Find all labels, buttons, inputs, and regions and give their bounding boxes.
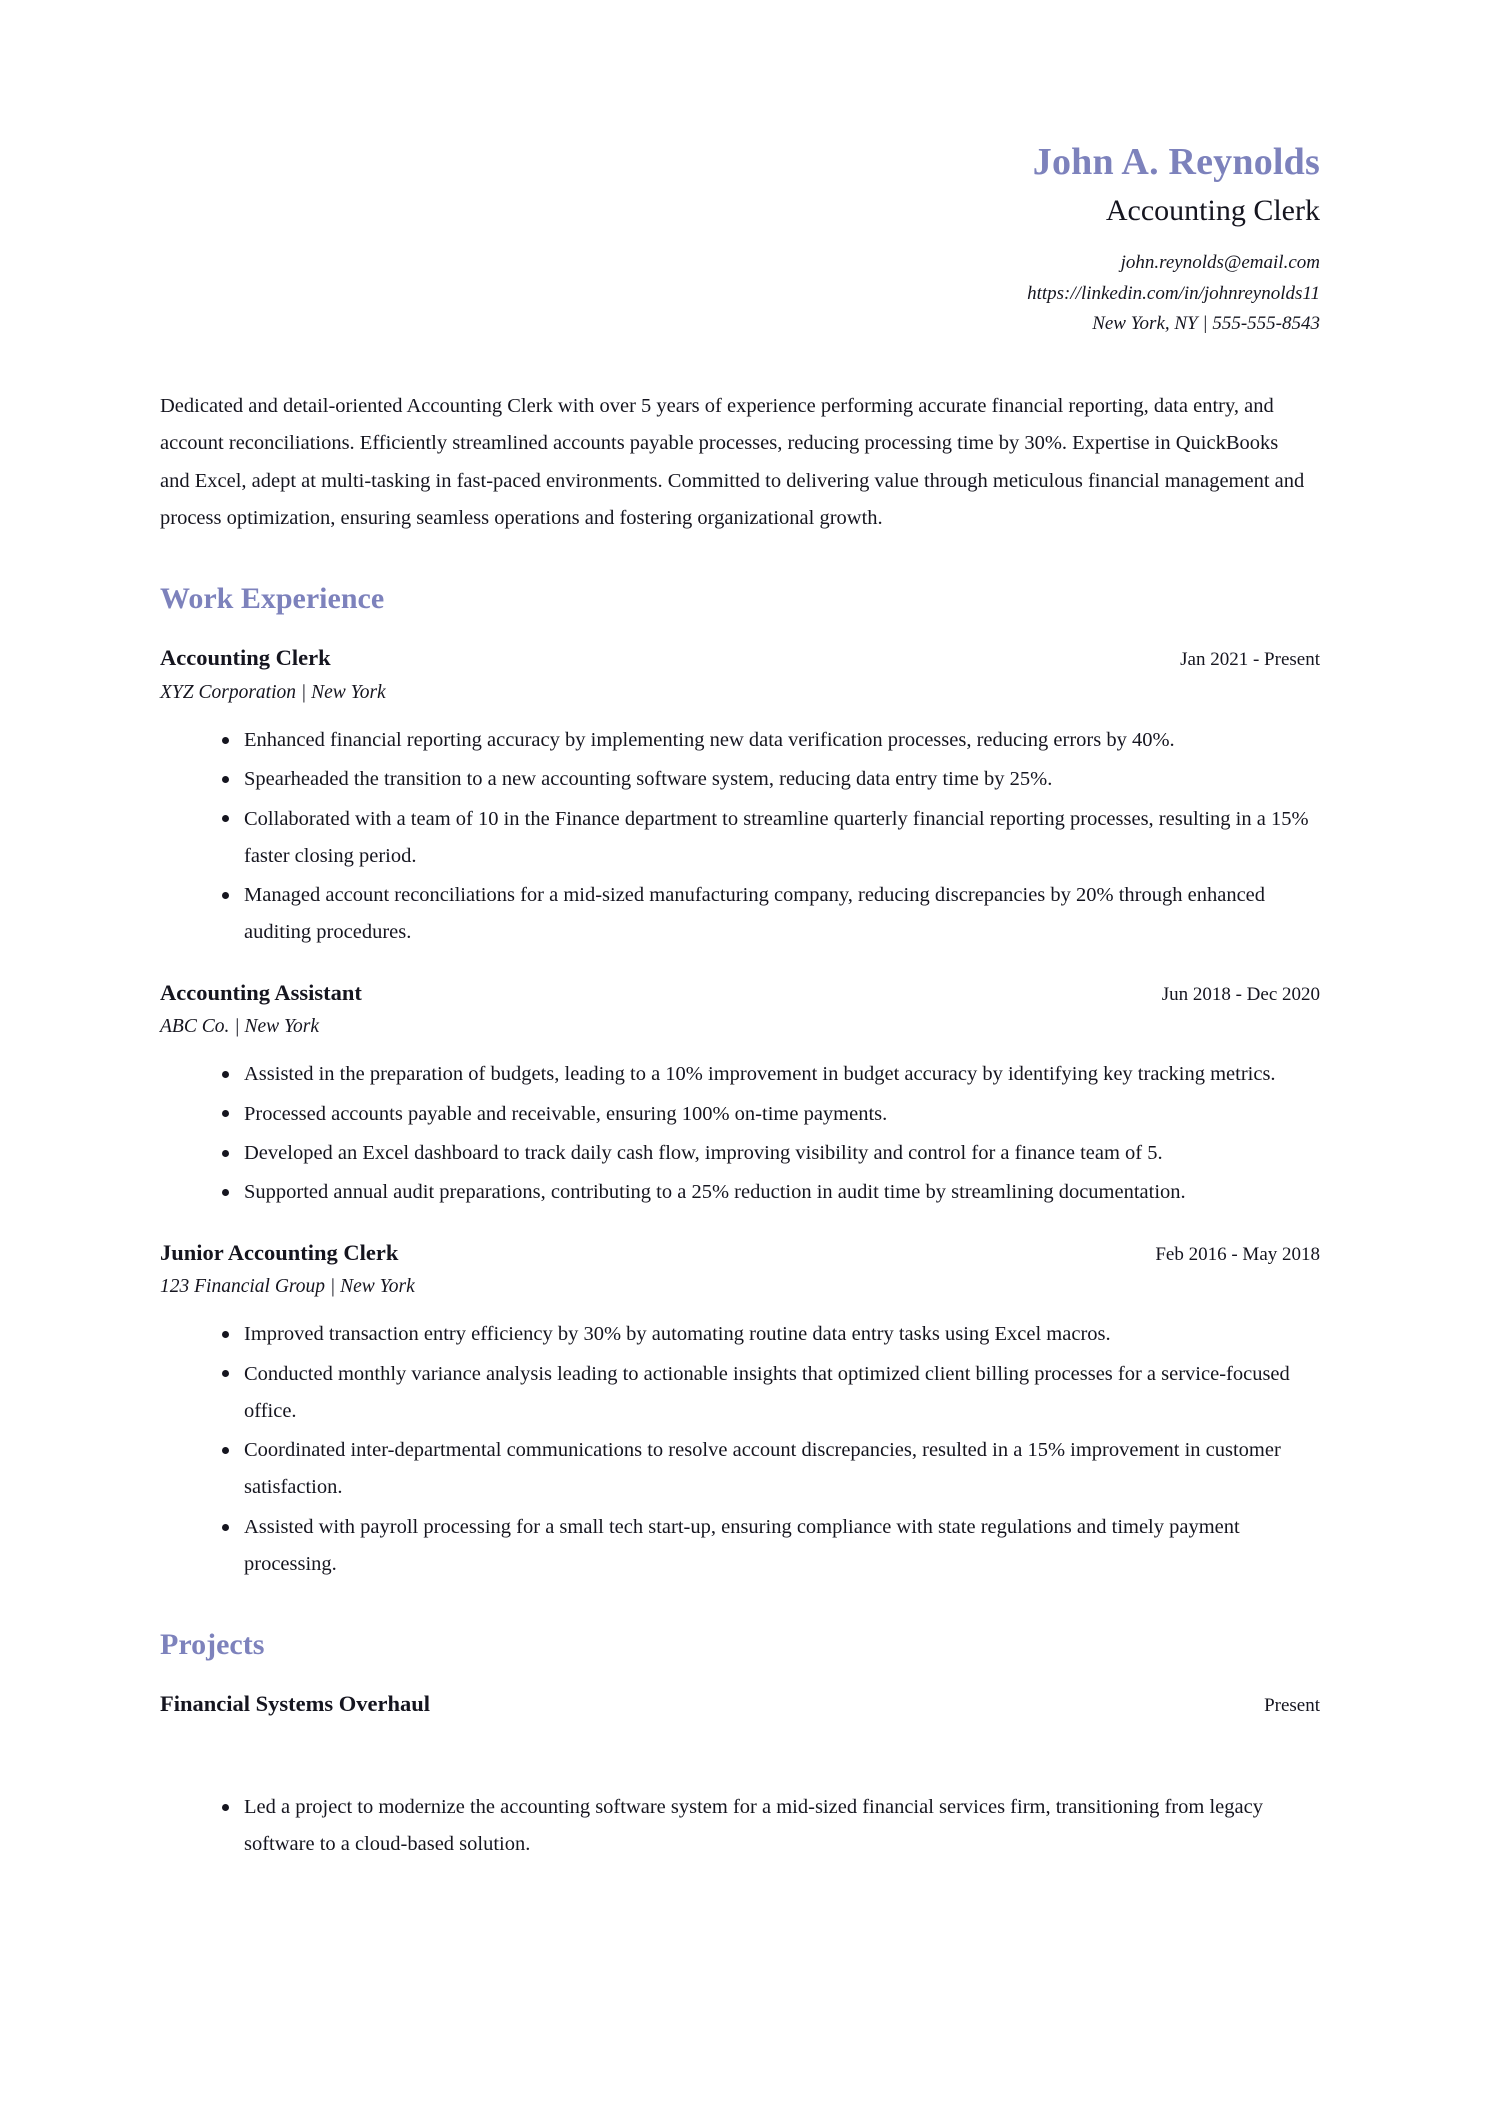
resume-entry bbox=[160, 643, 1320, 951]
professional-summary: Dedicated and detail-oriented Accounting Clerk with over 5 years of experience performing accurate financial reporting, data entry, and account reconciliations. Efficiently streamlined accounts payable processes, reducing processing time by 30%. Expertise in QuickBooks and Excel, adept at multi-tasking in fast-paced environments. Committed to delivering value through meticulous financial management and process optimization, ensuring seamless operations and fostering organizational growth. bbox=[160, 395, 1305, 530]
entry-date: Jan 2021 - Present bbox=[1180, 649, 1320, 671]
entry-bullet-list bbox=[160, 1789, 1320, 1864]
entry-date: Feb 2016 - May 2018 bbox=[1155, 1243, 1320, 1265]
bullet-item: Improved transaction entry efficiency by 30% by automating routine data entry tasks using Excel macros. bbox=[222, 1316, 1314, 1353]
bullet-item: Coordinated inter-departmental communications to resolve account discrepancies, resulted in a 15% improvement in customer satisfaction. bbox=[222, 1432, 1314, 1507]
bullet-item: Spearheaded the transition to a new accounting software system, reducing data entry time by 25%. bbox=[222, 761, 1314, 798]
resume-entry bbox=[160, 1689, 1320, 1863]
resume-sections bbox=[160, 581, 1320, 1863]
resume-header bbox=[160, 0, 1320, 340]
entry-title: Accounting Assistant bbox=[160, 979, 362, 1005]
entry-bullet-list bbox=[160, 722, 1320, 952]
entry-header bbox=[160, 1238, 1320, 1268]
bullet-item: Supported annual audit preparations, contributing to a 25% reduction in audit time by streamlining documentation. bbox=[222, 1174, 1314, 1211]
section-heading: Projects bbox=[160, 1628, 265, 1662]
entry-subtitle: ABC Co. | New York bbox=[160, 1016, 320, 1038]
candidate-job-title: Accounting Clerk bbox=[1105, 193, 1320, 227]
bullet-item: Assisted in the preparation of budgets, leading to a 10% improvement in budget accuracy by identifying key tracking metrics. bbox=[222, 1056, 1314, 1093]
entry-bullet-list bbox=[160, 1056, 1320, 1211]
bullet-item: Processed accounts payable and receivable, ensuring 100% on-time payments. bbox=[222, 1096, 1314, 1133]
resume-section bbox=[160, 1627, 1320, 1863]
entry-date: Jun 2018 - Dec 2020 bbox=[1161, 983, 1320, 1005]
entry-title: Junior Accounting Clerk bbox=[160, 1239, 399, 1265]
bullet-item: Managed account reconciliations for a mid-sized manufacturing company, reducing discrepancies by 20% through enhanced auditing procedures. bbox=[222, 877, 1314, 952]
bullet-item: Led a project to modernize the accounting software system for a mid-sized financial services firm, transitioning from legacy software to a cloud-based solution. bbox=[222, 1789, 1314, 1864]
contact-email[interactable]: john.reynolds@email.com bbox=[1120, 251, 1320, 273]
contact-location-phone: New York, NY | 555-555-8543 bbox=[1092, 313, 1320, 335]
candidate-name: John A. Reynolds bbox=[1032, 141, 1320, 183]
entry-header bbox=[160, 978, 1320, 1008]
resume-entry bbox=[160, 978, 1320, 1212]
contact-info bbox=[160, 248, 1320, 340]
entry-subtitle: XYZ Corporation | New York bbox=[160, 681, 386, 703]
entry-subtitle: 123 Financial Group | New York bbox=[160, 1276, 415, 1297]
resume-entry bbox=[160, 1238, 1320, 1584]
entry-header bbox=[160, 643, 1320, 673]
entry-subtitle bbox=[160, 1725, 1320, 1773]
bullet-item: Developed an Excel dashboard to track daily cash flow, improving visibility and control for a finance team of 5. bbox=[222, 1135, 1314, 1172]
contact-linkedin[interactable]: https://linkedin.com/in/johnreynolds11 bbox=[1027, 282, 1320, 304]
entry-title: Accounting Clerk bbox=[160, 645, 331, 671]
entry-title: Financial Systems Overhaul bbox=[160, 1691, 431, 1717]
entry-bullet-list bbox=[160, 1316, 1320, 1583]
entry-header bbox=[160, 1689, 1320, 1719]
bullet-item: Collaborated with a team of 10 in the Finance department to streamline quarterly financial reporting processes, resulting in a 15% faster closing period. bbox=[222, 801, 1314, 876]
section-heading: Work Experience bbox=[160, 582, 385, 616]
bullet-item: Assisted with payroll processing for a small tech start-up, ensuring compliance with state regulations and timely payment processing. bbox=[222, 1509, 1314, 1584]
resume-section bbox=[160, 581, 1320, 1583]
entry-date: Present bbox=[1264, 1695, 1320, 1717]
bullet-item: Enhanced financial reporting accuracy by implementing new data verification processes, reducing errors by 40%. bbox=[222, 722, 1314, 759]
bullet-item: Conducted monthly variance analysis leading to actionable insights that optimized client billing processes for a service-focused office. bbox=[222, 1356, 1314, 1431]
